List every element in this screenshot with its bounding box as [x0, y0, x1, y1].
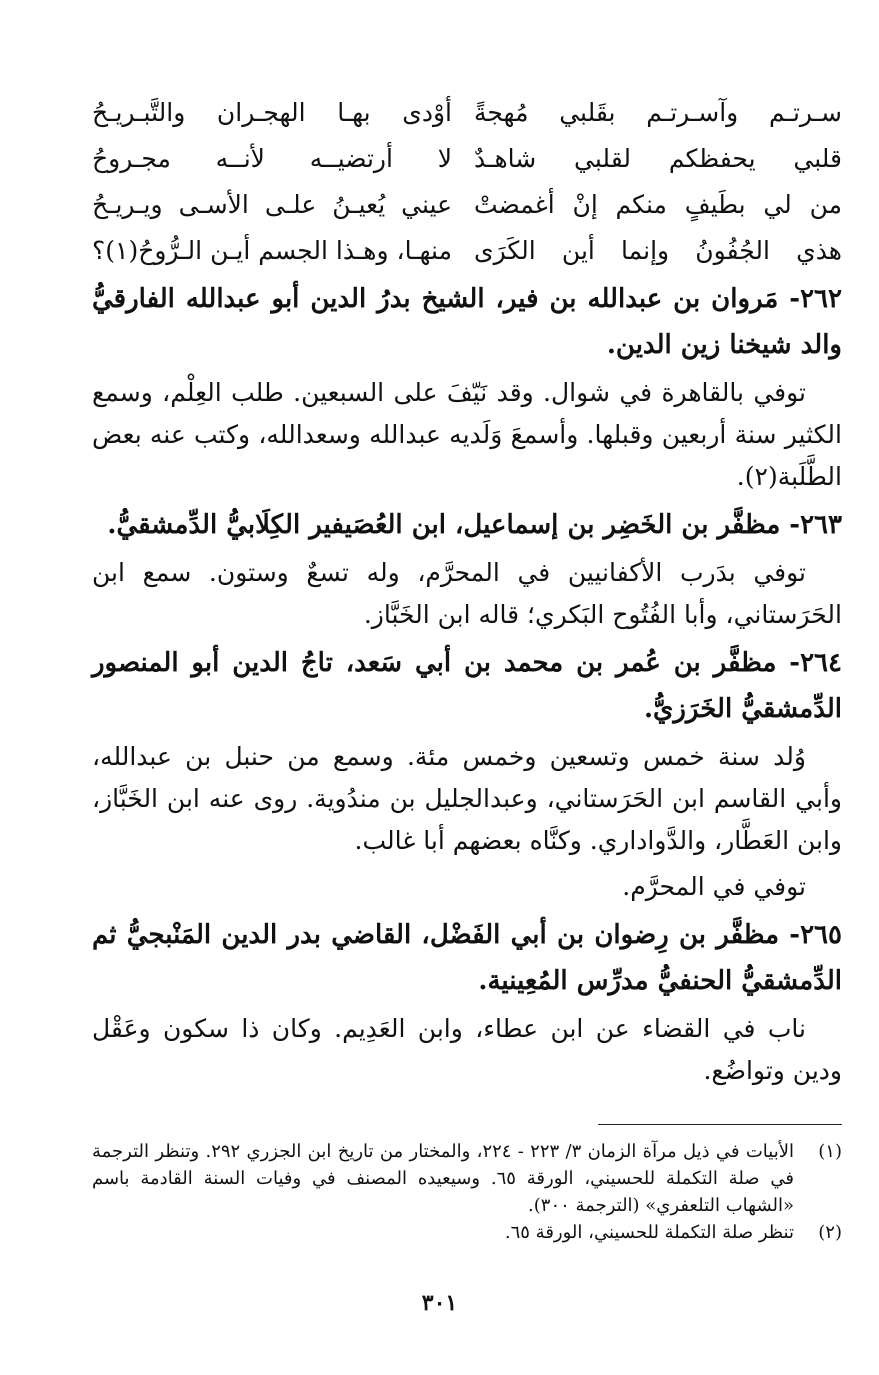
- footnote-number: (١): [818, 1141, 842, 1162]
- footnote: [92, 1138, 842, 1219]
- poem-verse: [92, 90, 842, 136]
- poem-verse: [92, 136, 842, 182]
- page-number: ٣٠١: [421, 1290, 458, 1316]
- entry-262: [92, 276, 842, 498]
- verse-first-hemistich: من لي بطَيفٍ منكم إنْ أغمضتْ: [474, 190, 842, 219]
- verse-second-hemistich: لا أرتضيــه لأنــه مجـروحُ: [92, 144, 452, 173]
- verse-first-hemistich: هذي الجُفُونُ وإنما أين الكَرَى: [474, 236, 842, 265]
- entry-263: [92, 502, 842, 636]
- main-text: [92, 90, 842, 1096]
- footnote: [92, 1219, 842, 1246]
- entry-264: [92, 640, 842, 908]
- footnote-text: تنظر صلة التكملة للحسيني، الورقة ٦٥.: [504, 1222, 794, 1243]
- verse-second-hemistich: أوْدى بهـا الهجـران والتَّبـريـحُ: [92, 98, 452, 127]
- entry-paragraph: توفي في المحرَّم.: [622, 872, 806, 901]
- entry-heading: ٢٦٥- مظفَّر بن رِضوان بن أبي الفَضْل، القاضي بدر الدين المَنْبجيُّ ثم الدِّمشقيُّ الحنفيُّ مدرِّس المُعِينية.: [92, 920, 842, 996]
- verse-first-hemistich: سـرتـم وآسـرتـم بقَلبي مُهجةً: [474, 98, 842, 127]
- footnote-divider: [598, 1124, 842, 1125]
- entry-paragraph: توفي بدَرب الأكفانيين في المحرَّم، وله تسعٌ وستون. سمع ابن الحَرَستاني، وأبا الفُتُوح البَكري؛ قاله ابن الخَبَّاز.: [92, 558, 842, 629]
- footnote-text: الأبيات في ذيل مرآة الزمان ٣/ ٢٢٣ - ٢٢٤، والمختار من تاريخ ابن الجزري ٢٩٢. وتنظر الترجمة في صلة التكملة للحسيني، الورقة ٦٥. وسيعيده المصنف في وفيات السنة القادمة باسم «الشهاب التلعفري» (الترجمة ٣٠٠).: [92, 1141, 794, 1216]
- verse-first-hemistich: قلبي يحفظكم لقلبي شاهـدٌ: [474, 144, 842, 173]
- poem: [92, 90, 842, 274]
- poem-verse: [92, 182, 842, 228]
- entry-265: [92, 912, 842, 1092]
- footnote-number: (٢): [818, 1222, 842, 1243]
- footnotes: [92, 1138, 842, 1246]
- entry-heading: ٢٦٤- مظفَّر بن عُمر بن محمد بن أبي سَعد، تاجُ الدين أبو المنصور الدِّمشقيُّ الخَرَزيُّ.: [92, 648, 842, 724]
- verse-second-hemistich: عيني يُعيـنُ علـى الأسـى ويـريـحُ: [92, 190, 452, 219]
- entry-paragraph: وُلد سنة خمس وتسعين وخمس مئة. وسمع من حنبل بن عبدالله، وأبي القاسم ابن الحَرَستاني، وعبدالجليل بن مندُوية. روى عنه ابن الخَبَّاز، وابن العَطَّار، والدَّواداري. وكنَّاه بعضهم أبا غالب.: [92, 742, 842, 855]
- entry-heading: ٢٦٣- مظفَّر بن الخَضِر بن إسماعيل، ابن العُصَيفير الكِلَابيُّ الدِّمشقيُّ.: [107, 510, 842, 540]
- entry-paragraph: ناب في القضاء عن ابن عطاء، وابن العَدِيم. وكان ذا سكون وعَقْل ودين وتواضُع.: [92, 1014, 842, 1085]
- entry-heading: ٢٦٢- مَروان بن عبدالله بن فير، الشيخ بدرُ الدين أبو عبدالله الفارقيُّ والد شيخنا زين الدين.: [92, 284, 842, 360]
- poem-verse: [92, 228, 842, 274]
- entry-paragraph: توفي بالقاهرة في شوال. وقد نَيّفَ على السبعين. طلب العِلْم، وسمع الكثير سنة أربعين وقبلها. وأسمعَ وَلَديه عبدالله وسعدالله، وكتب عنه بعض الطَّلَبة(٢).: [92, 378, 842, 491]
- verse-second-hemistich: منهـا، وهـذا الجسم أيـن الـرُّوحُ(١)؟: [92, 236, 452, 265]
